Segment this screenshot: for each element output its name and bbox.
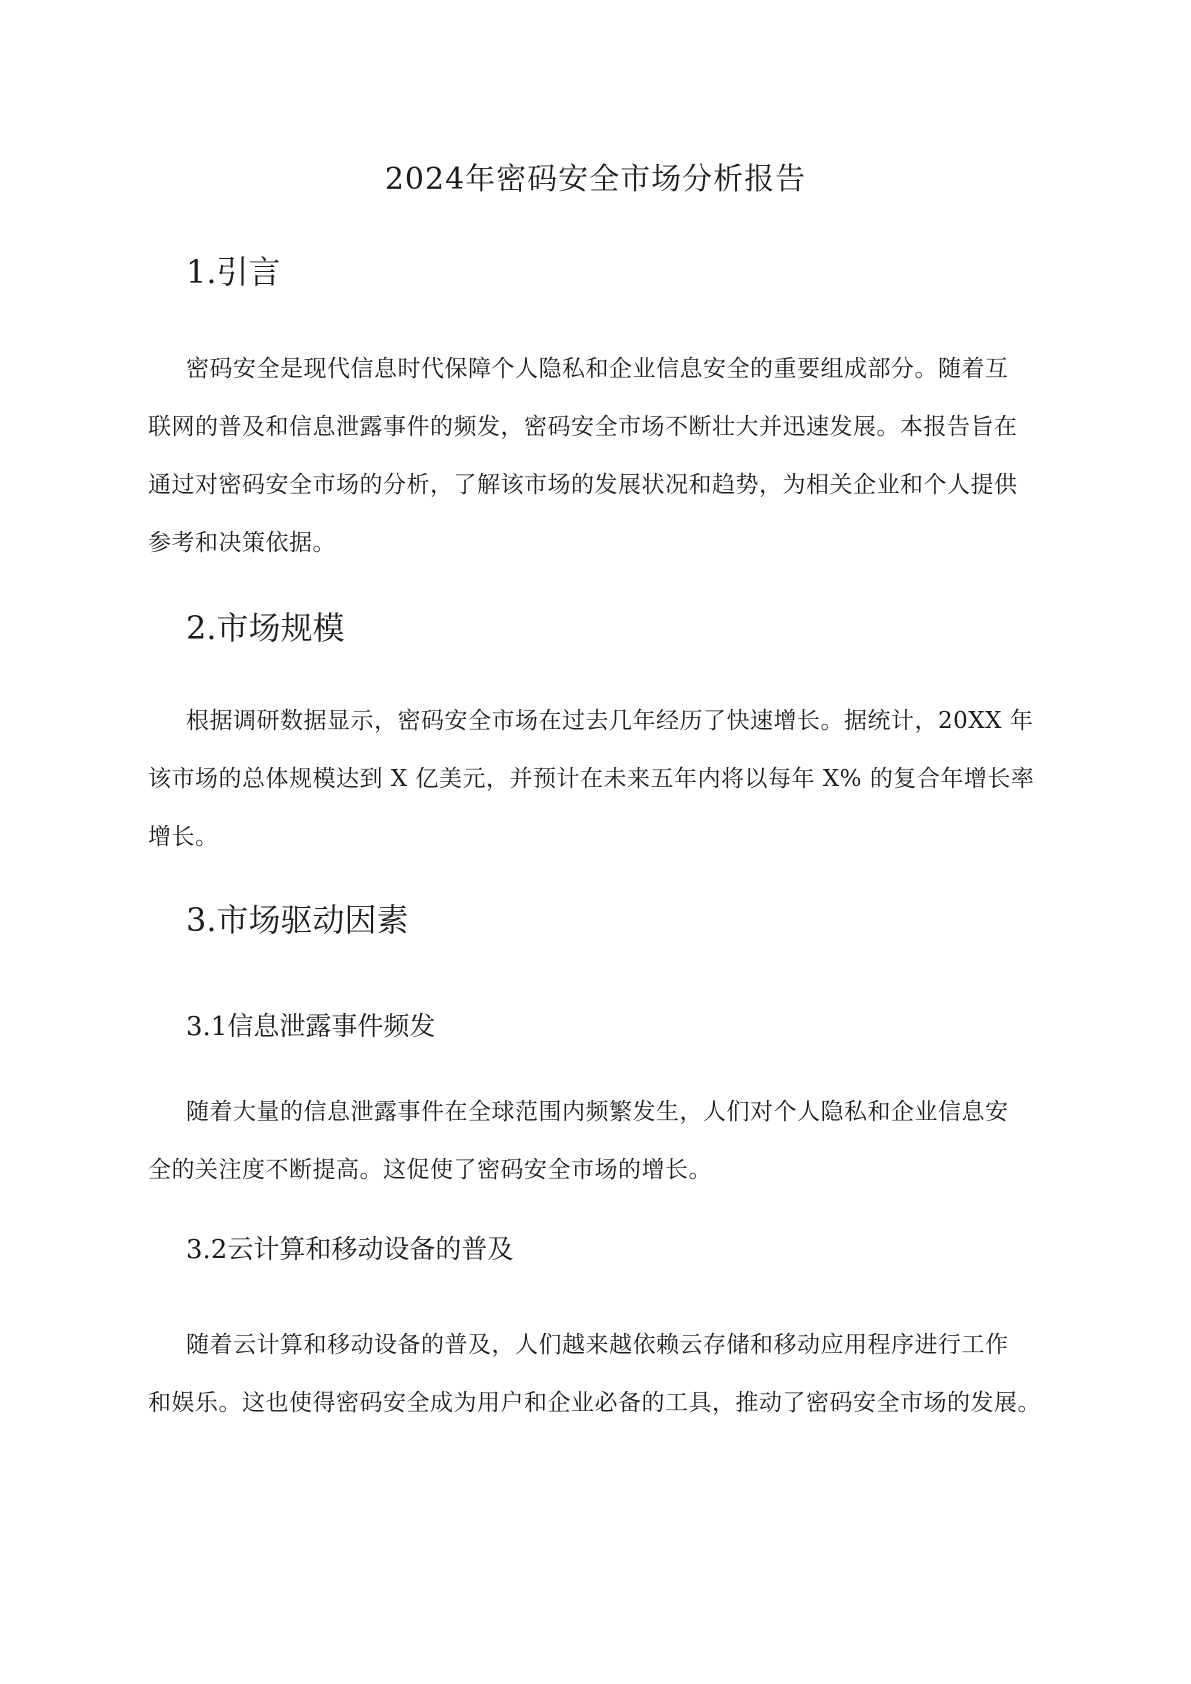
paragraph-line: 通过对密码安全市场的分析，了解该市场的发展状况和趋势，为相关企业和个人提供 <box>148 472 1018 498</box>
subsection-heading-data-breaches: 3.1信息泄露事件频发 <box>186 1012 436 1042</box>
subsection-paragraph-data-breaches <box>148 1083 1048 1199</box>
section-heading-introduction: 1.引言 <box>186 253 281 291</box>
paragraph-line: 和娱乐。这也使得密码安全成为用户和企业必备的工具，推动了密码安全市场的发展。 <box>148 1390 1041 1416</box>
paragraph-line: 全的关注度不断提高。这促使了密码安全市场的增长。 <box>148 1157 712 1183</box>
section-paragraph-introduction <box>148 340 1048 572</box>
paragraph-line: 随着云计算和移动设备的普及，人们越来越依赖云存储和移动应用程序进行工作 <box>186 1332 1009 1358</box>
paragraph-line: 参考和决策依据。 <box>148 530 336 556</box>
paragraph-line: 增长。 <box>148 824 219 850</box>
subsection-heading-cloud-mobile: 3.2云计算和移动设备的普及 <box>186 1235 514 1265</box>
paragraph-line: 根据调研数据显示，密码安全市场在过去几年经历了快速增长。据统计，20XX 年 <box>186 708 1034 734</box>
document-title: 2024年密码安全市场分析报告 <box>384 162 807 197</box>
section-paragraph-market-size <box>148 692 1048 866</box>
paragraph-line: 密码安全是现代信息时代保障个人隐私和企业信息安全的重要组成部分。随着互 <box>186 356 1009 382</box>
subsection-paragraph-cloud-mobile <box>148 1316 1048 1432</box>
section-heading-market-size: 2.市场规模 <box>186 609 345 647</box>
paragraph-line: 该市场的总体规模达到 X 亿美元，并预计在未来五年内将以每年 X% 的复合年增长率 <box>148 766 1035 792</box>
paragraph-line: 联网的普及和信息泄露事件的频发，密码安全市场不断壮大并迅速发展。本报告旨在 <box>148 414 1018 440</box>
paragraph-line: 随着大量的信息泄露事件在全球范围内频繁发生，人们对个人隐私和企业信息安 <box>186 1099 1009 1125</box>
section-heading-market-drivers: 3.市场驱动因素 <box>186 901 409 939</box>
